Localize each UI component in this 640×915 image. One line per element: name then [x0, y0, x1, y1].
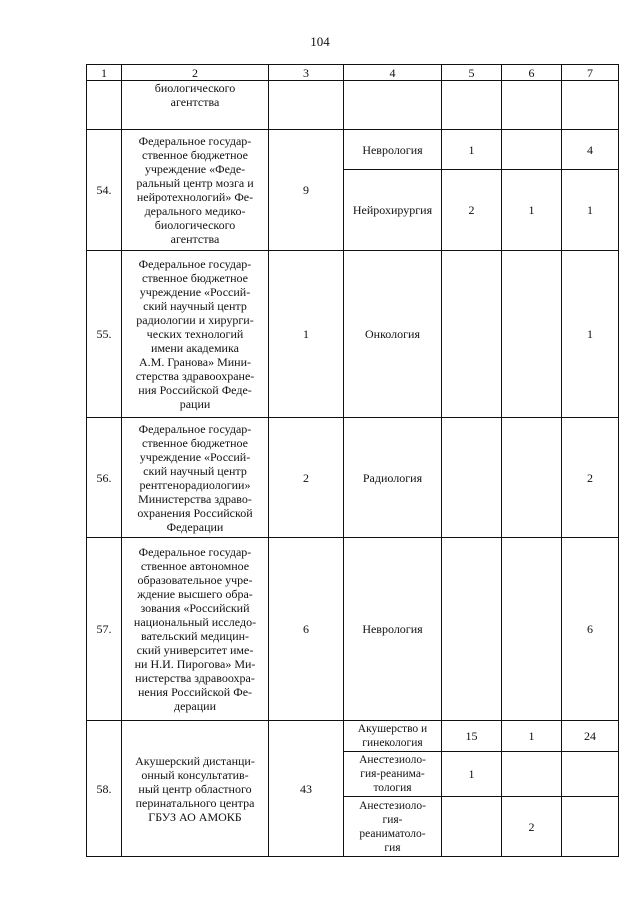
total-cell: 2	[269, 418, 344, 538]
value-cell: 6	[562, 538, 619, 721]
value-cell	[442, 251, 502, 418]
value-cell	[562, 797, 619, 857]
specialty-cell: Онкология	[344, 251, 442, 418]
value-cell: 2	[562, 418, 619, 538]
cell	[562, 81, 619, 130]
organization-cell: биологического агентства	[122, 81, 269, 130]
cell	[344, 81, 442, 130]
organization-cell: Акушерский дистанци- онный консультатив- ный центр областного перинатального центра ГБУЗ АО АМОКБ	[122, 721, 269, 857]
value-cell	[502, 130, 562, 170]
header-cell: 6	[502, 65, 562, 81]
specialty-cell: Радиология	[344, 418, 442, 538]
specialty-cell: Неврология	[344, 538, 442, 721]
table-row	[87, 538, 619, 721]
value-cell	[502, 418, 562, 538]
header-cell: 7	[562, 65, 619, 81]
organization-cell: Федеральное государ- ственное автономное образовательное учре- ждение высшего обра- зования «Российский национальный исследо- вательский медицин- ский университет име- ни Н.И. Пирогова» Ми- нистерства здравоохра- нения Российской Фе- дерации	[122, 538, 269, 721]
specialty-cell: Нейрохирургия	[344, 170, 442, 251]
total-cell: 43	[269, 721, 344, 857]
value-cell	[442, 797, 502, 857]
specialty-cell: Акушерство и гинекология	[344, 721, 442, 752]
value-cell: 1	[502, 721, 562, 752]
value-cell: 1	[562, 170, 619, 251]
specialty-cell: Анестезиоло- гия-реанима- тология	[344, 752, 442, 797]
value-cell	[442, 418, 502, 538]
row-number	[87, 81, 122, 130]
page-number: 104	[310, 34, 330, 49]
quota-table	[86, 64, 619, 857]
value-cell: 2	[442, 170, 502, 251]
value-cell: 1	[502, 170, 562, 251]
specialty-cell: Анестезиоло- гия- реаниматоло- гия	[344, 797, 442, 857]
cell	[502, 81, 562, 130]
table-row	[87, 130, 619, 170]
total-cell: 6	[269, 538, 344, 721]
cell	[442, 81, 502, 130]
table-row	[87, 251, 619, 418]
value-cell	[562, 752, 619, 797]
organization-cell: Федеральное государ- ственное бюджетное учреждение «Россий- ский научный центр рентгенорадиологии» Министерства здраво- охранения Российской Федерации	[122, 418, 269, 538]
cell	[269, 81, 344, 130]
value-cell: 15	[442, 721, 502, 752]
row-number: 54.	[87, 130, 122, 251]
value-cell: 4	[562, 130, 619, 170]
header-cell: 3	[269, 65, 344, 81]
table-row	[87, 721, 619, 752]
header-cell: 2	[122, 65, 269, 81]
row-number: 58.	[87, 721, 122, 857]
specialty-cell: Неврология	[344, 130, 442, 170]
header-row	[87, 65, 619, 81]
organization-cell: Федеральное государ- ственное бюджетное учреждение «Россий- ский научный центр радиологии и хирурги- ческих технологий имени академика А.М. Гранова» Мини- стерства здравоохране- ния Российской Феде- рации	[122, 251, 269, 418]
value-cell	[442, 538, 502, 721]
row-number: 55.	[87, 251, 122, 418]
value-cell	[502, 251, 562, 418]
value-cell: 1	[442, 130, 502, 170]
header-cell: 4	[344, 65, 442, 81]
total-cell: 1	[269, 251, 344, 418]
header-cell: 1	[87, 65, 122, 81]
value-cell: 1	[442, 752, 502, 797]
value-cell: 24	[562, 721, 619, 752]
value-cell: 1	[562, 251, 619, 418]
value-cell	[502, 538, 562, 721]
row-number: 56.	[87, 418, 122, 538]
table-row	[87, 418, 619, 538]
header-cell: 5	[442, 65, 502, 81]
value-cell: 2	[502, 797, 562, 857]
table-row	[87, 81, 619, 130]
organization-cell: Федеральное государ- ственное бюджетное учреждение «Феде- ральный центр мозга и нейротехнологий» Фе- дерального медико- биологического агентства	[122, 130, 269, 251]
total-cell: 9	[269, 130, 344, 251]
value-cell	[502, 752, 562, 797]
row-number: 57.	[87, 538, 122, 721]
